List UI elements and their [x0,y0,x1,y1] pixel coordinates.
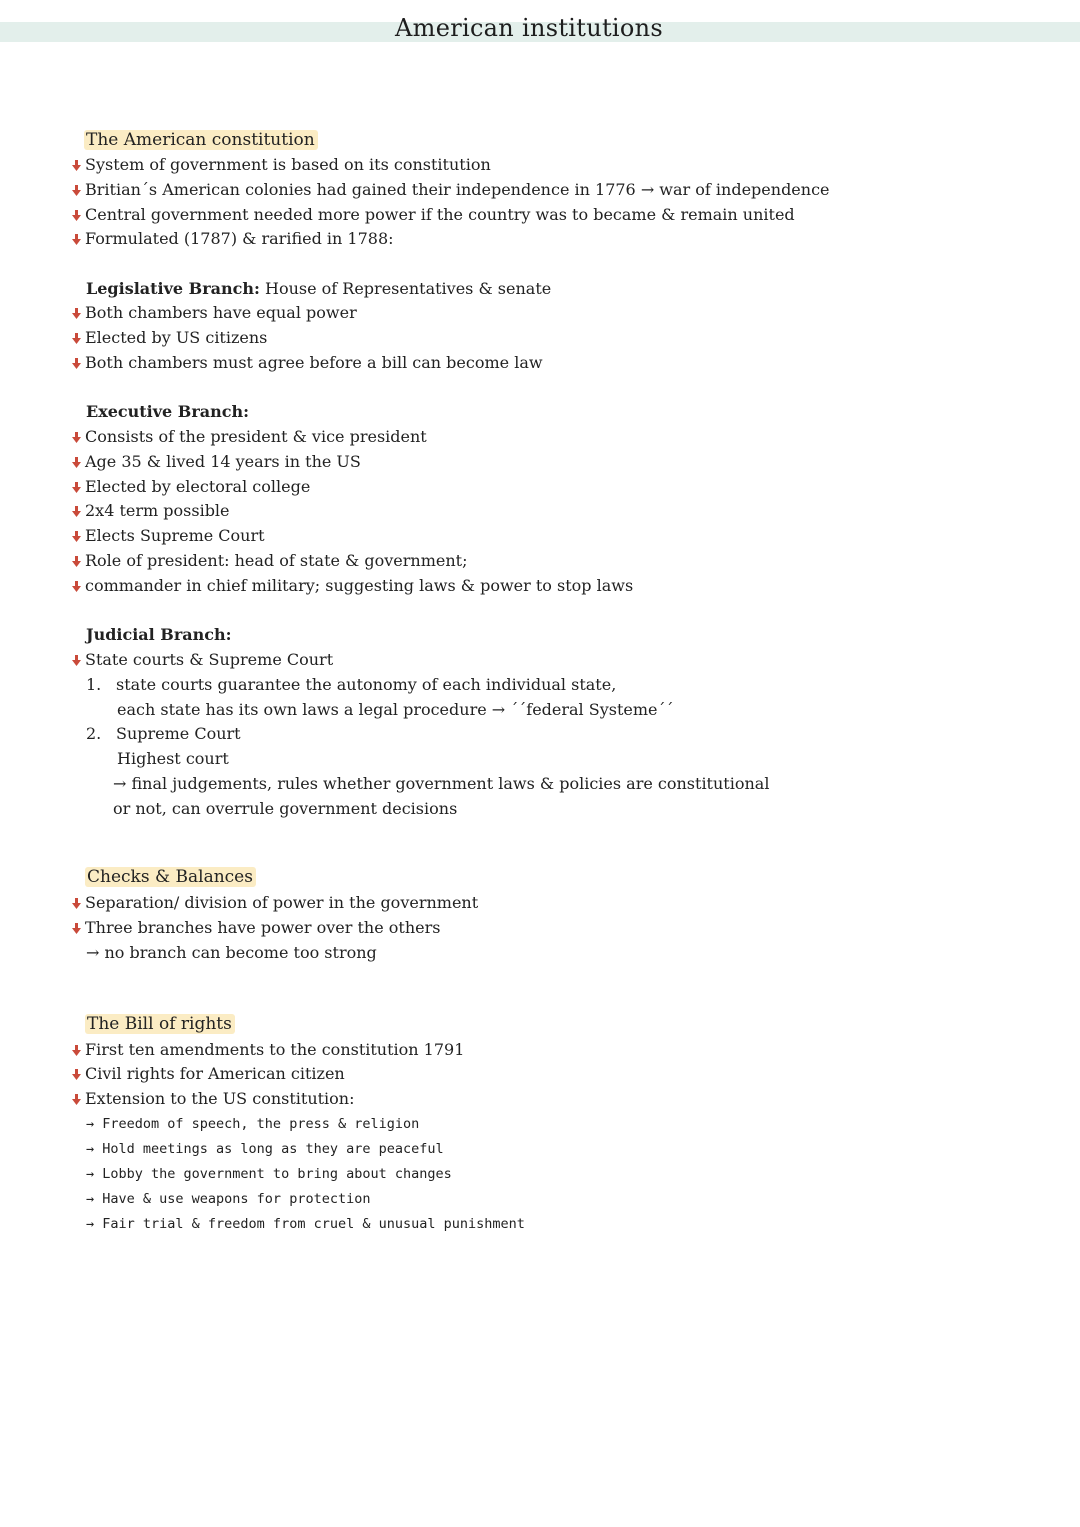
down-arrow-icon [72,923,81,934]
section-heading-checks: Checks & Balances [85,866,256,888]
section-heading-judicial: Judicial Branch: [86,625,232,644]
down-arrow-icon [72,308,81,319]
list-item: Both chambers have equal power [72,302,357,324]
list-item: Three branches have power over the others [72,917,440,939]
numbered-item: 2. Supreme Court [86,724,241,743]
down-arrow-icon [72,210,81,221]
down-arrow-icon [72,655,81,666]
list-item: System of government is based on its constitution [72,154,491,176]
list-item: 2x4 term possible [72,500,230,522]
down-arrow-icon [72,506,81,517]
list-item: Extension to the US constitution: [72,1088,355,1110]
down-arrow-icon [72,482,81,493]
list-item: Consists of the president & vice president [72,426,427,448]
numbered-item-continuation: each state has its own laws a legal procedure → ´´federal Systeme´´ [117,700,674,719]
down-arrow-icon [72,234,81,245]
list-item: Separation/ division of power in the government [72,892,478,914]
numbered-item-continuation: Highest court [117,749,229,768]
down-arrow-icon [72,457,81,468]
sub-item: → Hold meetings as long as they are peaceful [86,1141,444,1157]
list-item: Central government needed more power if the country was to became & remain united [72,204,795,226]
down-arrow-icon [72,898,81,909]
down-arrow-icon [72,581,81,592]
section-heading-bill: The Bill of rights [85,1013,235,1035]
list-item: Elects Supreme Court [72,525,265,547]
numbered-item: 1. state courts guarantee the autonomy of each individual state, [86,675,617,694]
numbered-item-continuation: or not, can overrule government decisions [113,799,458,818]
sub-item: → Fair trial & freedom from cruel & unusual punishment [86,1216,525,1232]
list-item: Both chambers must agree before a bill can become law [72,352,543,374]
section-heading-legislative: Legislative Branch: House of Representatives & senate [86,279,552,298]
down-arrow-icon [72,1069,81,1080]
down-arrow-icon [72,556,81,567]
down-arrow-icon [72,185,81,196]
sub-item: → Freedom of speech, the press & religion [86,1116,420,1132]
list-item: Elected by electoral college [72,476,310,498]
list-item: First ten amendments to the constitution 1791 [72,1039,464,1061]
sub-item: → Have & use weapons for protection [86,1191,371,1207]
down-arrow-icon [72,358,81,369]
numbered-item-continuation: → final judgements, rules whether government laws & policies are constitutional [113,774,770,793]
down-arrow-icon [72,1045,81,1056]
down-arrow-icon [72,333,81,344]
section-heading-constitution: The American constitution [84,129,318,151]
down-arrow-icon [72,1094,81,1105]
down-arrow-icon [72,160,81,171]
sub-item: → no branch can become too strong [86,943,377,962]
page-title: American institutions [395,14,663,42]
list-item: Elected by US citizens [72,327,267,349]
list-item: Age 35 & lived 14 years in the US [72,451,361,473]
list-item: Civil rights for American citizen [72,1063,345,1085]
sub-item: → Lobby the government to bring about changes [86,1166,452,1182]
list-item: Role of president: head of state & government; [72,550,467,572]
section-heading-executive: Executive Branch: [86,402,250,421]
down-arrow-icon [72,432,81,443]
down-arrow-icon [72,531,81,542]
list-item: commander in chief military; suggesting laws & power to stop laws [72,575,633,597]
list-item: State courts & Supreme Court [72,649,333,671]
list-item: Britian´s American colonies had gained their independence in 1776 → war of independence [72,179,830,201]
list-item: Formulated (1787) & rarified in 1788: [72,228,394,250]
